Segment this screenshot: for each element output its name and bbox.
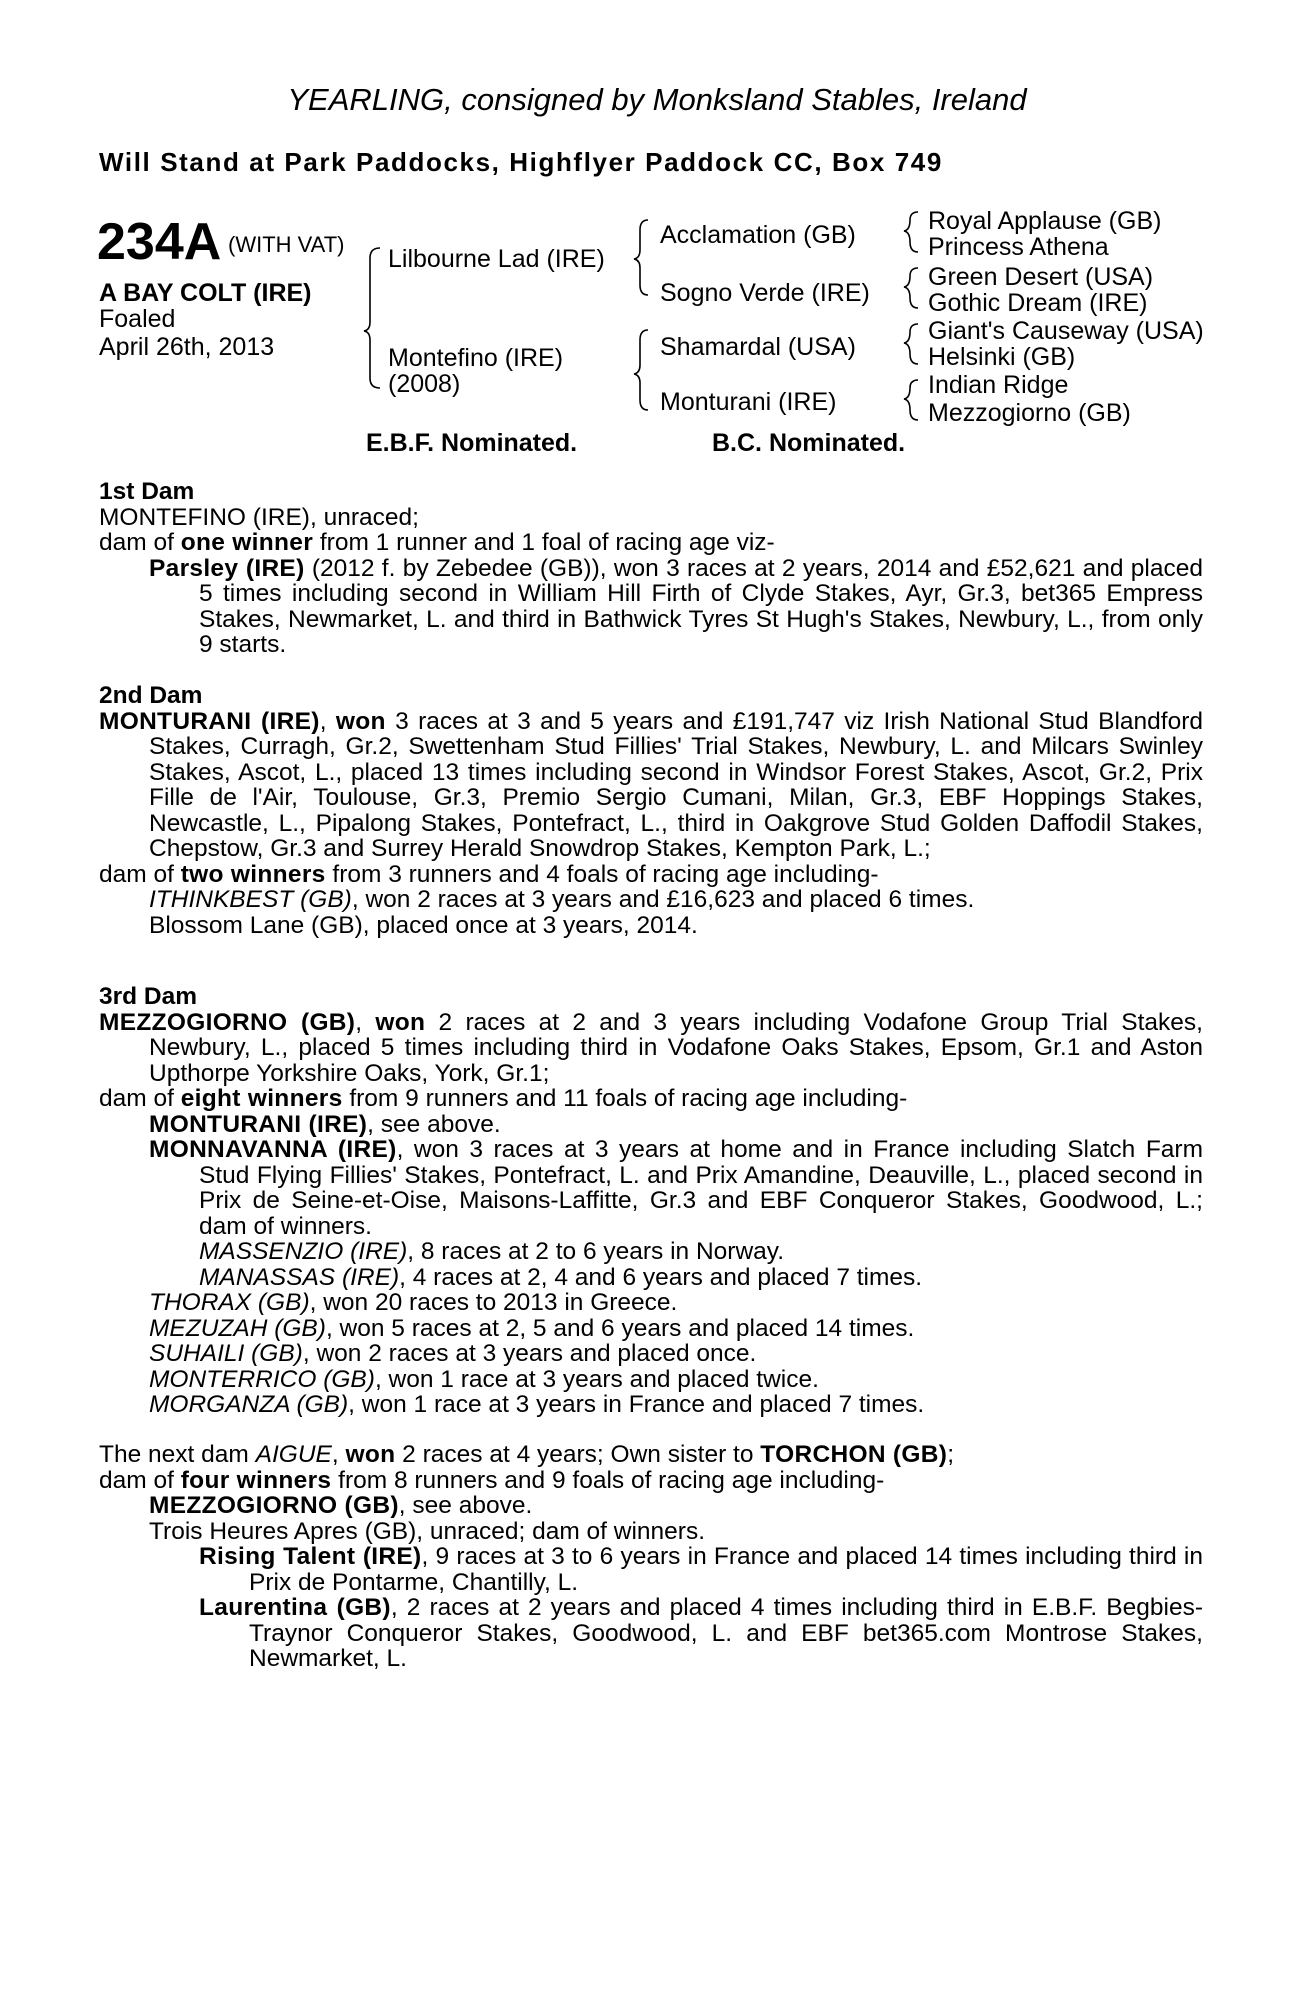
- dam-sire-dam: Helsinki (GB): [928, 343, 1076, 371]
- third-dam-grandfoal-2: MANASSAS (IRE), 4 races at 2, 4 and 6 years and placed 7 times.: [199, 1263, 923, 1291]
- dam-year: (2008): [388, 370, 461, 398]
- stand-location: Will Stand at Park Paddocks, Highflyer Paddock CC, Box 749: [99, 147, 943, 177]
- dam-sire-sire: Giant's Causeway (USA): [928, 317, 1204, 345]
- third-dam-foal-4: MEZUZAH (GB), won 5 races at 2, 5 and 6 years and placed 14 times.: [149, 1314, 915, 1342]
- first-dam-section: [99, 479, 1203, 658]
- lot-number: 234A: [97, 213, 222, 271]
- sire-sire-dam: Princess Athena: [928, 233, 1109, 261]
- second-dam-heading: 2nd Dam: [99, 682, 203, 709]
- next-dam-foal-1: MEZZOGIORNO (GB), see above.: [149, 1492, 533, 1519]
- sire: Lilbourne Lad (IRE): [388, 245, 605, 273]
- dam-dam-dam: Mezzogiorno (GB): [928, 399, 1131, 427]
- third-dam-record: MEZZOGIORNO (GB), won 2 races at 2 and 3 years including Vodafone Group Trial Stakes, Newbury, L., placed 5 times including third in Vodafone Oaks Stakes, Epsom, Gr.1 and Aston Upthorpe Yorkshire Oaks, York, Gr.1;: [99, 1008, 1203, 1087]
- horse-name: A BAY COLT (IRE): [99, 279, 312, 307]
- sire-dam-sire: Green Desert (USA): [928, 263, 1154, 291]
- next-dam-grandfoal-2: Laurentina (GB), 2 races at 2 years and placed 4 times including third in E.B.F. Begbies-Traynor Conqueror Stakes, Goodwood, L. and EBF bet365.com Montrose Stakes, Newmarket, L.: [199, 1594, 1203, 1672]
- next-dam-section: [99, 1442, 1203, 1672]
- dam-sire: Shamardal (USA): [660, 333, 856, 361]
- third-dam-foal-5: SUHAILI (GB), won 2 races at 3 years and placed once.: [149, 1340, 757, 1367]
- page-header: YEARLING, consigned by Monksland Stables, Ireland: [287, 82, 1027, 117]
- foaled-label: Foaled: [99, 305, 176, 333]
- third-dam-foal-7: MORGANZA (GB), won 1 race at 3 years in France and placed 7 times.: [149, 1391, 925, 1418]
- next-dam-foal-2: Trois Heures Apres (GB), unraced; dam of winners.: [149, 1517, 705, 1545]
- third-dam-foal-6: MONTERRICO (GB), won 1 race at 3 years and placed twice.: [149, 1365, 819, 1393]
- dam-dam: Monturani (IRE): [660, 388, 837, 416]
- third-dam-foal-2: MONNAVANNA (IRE), won 3 races at 3 years at home and in France including Slatch Farm Stud Flying Fillies' Stakes, Pontefract, L. and Prix Amandine, Deauville, L., placed second in Prix de Seine-et-Oise, Maisons-Laffitte, Gr.3 and EBF Conqueror Stakes, Goodwood, L.; dam of winners.: [149, 1136, 1203, 1240]
- second-dam-record: MONTURANI (IRE), won 3 races at 3 and 5 years and £191,747 viz Irish National Stud Blandford Stakes, Curragh, Gr.2, Swettenham Stud Fillies' Trial Stakes, Newbury, L. and Milcars Swinley Stakes, Ascot, L., placed 13 times including second in Windsor Forest Stakes, Ascot, Gr.2, Prix Fille de l'Air, Toulouse, Gr.3, Premio Sergio Cumani, Milan, Gr.3, EBF Hoppings Stakes, Newcastle, L., Pipalong Stakes, Pontefract, L., third in Oakgrove Stud Golden Daffodil Stakes, Chepstow, Gr.3 and Surrey Herald Snowdrop Stakes, Kempton Park, L.;: [99, 707, 1204, 862]
- sire-dam: Sogno Verde (IRE): [660, 279, 870, 307]
- dam: Montefino (IRE): [388, 344, 564, 372]
- second-dam-foal-2: Blossom Lane (GB), placed once at 3 years, 2014.: [149, 911, 698, 939]
- third-dam-section: [99, 984, 1203, 1418]
- second-dam-produce: dam of two winners from 3 runners and 4 foals of racing age including-: [99, 860, 879, 888]
- second-dam-foal-1: ITHINKBEST (GB), won 2 races at 3 years and £16,623 and placed 6 times.: [149, 886, 975, 913]
- next-dam-record: The next dam AIGUE, won 2 races at 4 years; Own sister to TORCHON (GB);: [99, 1441, 954, 1468]
- first-dam-line: MONTEFINO (IRE), unraced;: [99, 503, 419, 531]
- first-dam-produce: dam of one winner from 1 runner and 1 foal of racing age viz-: [99, 529, 775, 556]
- first-dam-heading: 1st Dam: [99, 478, 195, 505]
- third-dam-foal-3: THORAX (GB), won 20 races to 2013 in Greece.: [149, 1289, 678, 1316]
- next-dam-grandfoal-1: Rising Talent (IRE), 9 races at 3 to 6 years in France and placed 14 times including third in Prix de Pontarme, Chantilly, L.: [199, 1543, 1203, 1596]
- sire-sire-sire: Royal Applause (GB): [928, 207, 1162, 235]
- second-dam-section: [99, 683, 1203, 938]
- ebf-nomination: E.B.F. Nominated.: [366, 429, 578, 457]
- dam-dam-sire: Indian Ridge: [928, 371, 1069, 399]
- third-dam-produce: dam of eight winners from 9 runners and 11 foals of racing age including-: [99, 1085, 908, 1112]
- vat-label: (WITH VAT): [228, 232, 345, 257]
- next-dam-produce: dam of four winners from 8 runners and 9 foals of racing age including-: [99, 1466, 885, 1494]
- sire-sire: Acclamation (GB): [660, 221, 856, 249]
- third-dam-grandfoal-1: MASSENZIO (IRE), 8 races at 2 to 6 years in Norway.: [199, 1238, 785, 1265]
- first-dam-foal-parsley: Parsley (IRE) (2012 f. by Zebedee (GB)), won 3 races at 2 years, 2014 and £52,621 and placed 5 times including second in William Hill Firth of Clyde Stakes, Ayr, Gr.3, bet365 Empress Stakes, Newmarket, L. and third in Bathwick Tyres St Hugh's Stakes, Newbury, L., from only 9 starts.: [149, 554, 1204, 658]
- third-dam-foal-1: MONTURANI (IRE), see above.: [149, 1110, 501, 1138]
- foaled-date: April 26th, 2013: [99, 333, 275, 361]
- bc-nomination: B.C. Nominated.: [712, 429, 906, 457]
- sire-dam-dam: Gothic Dream (IRE): [928, 289, 1148, 317]
- third-dam-heading: 3rd Dam: [99, 983, 198, 1010]
